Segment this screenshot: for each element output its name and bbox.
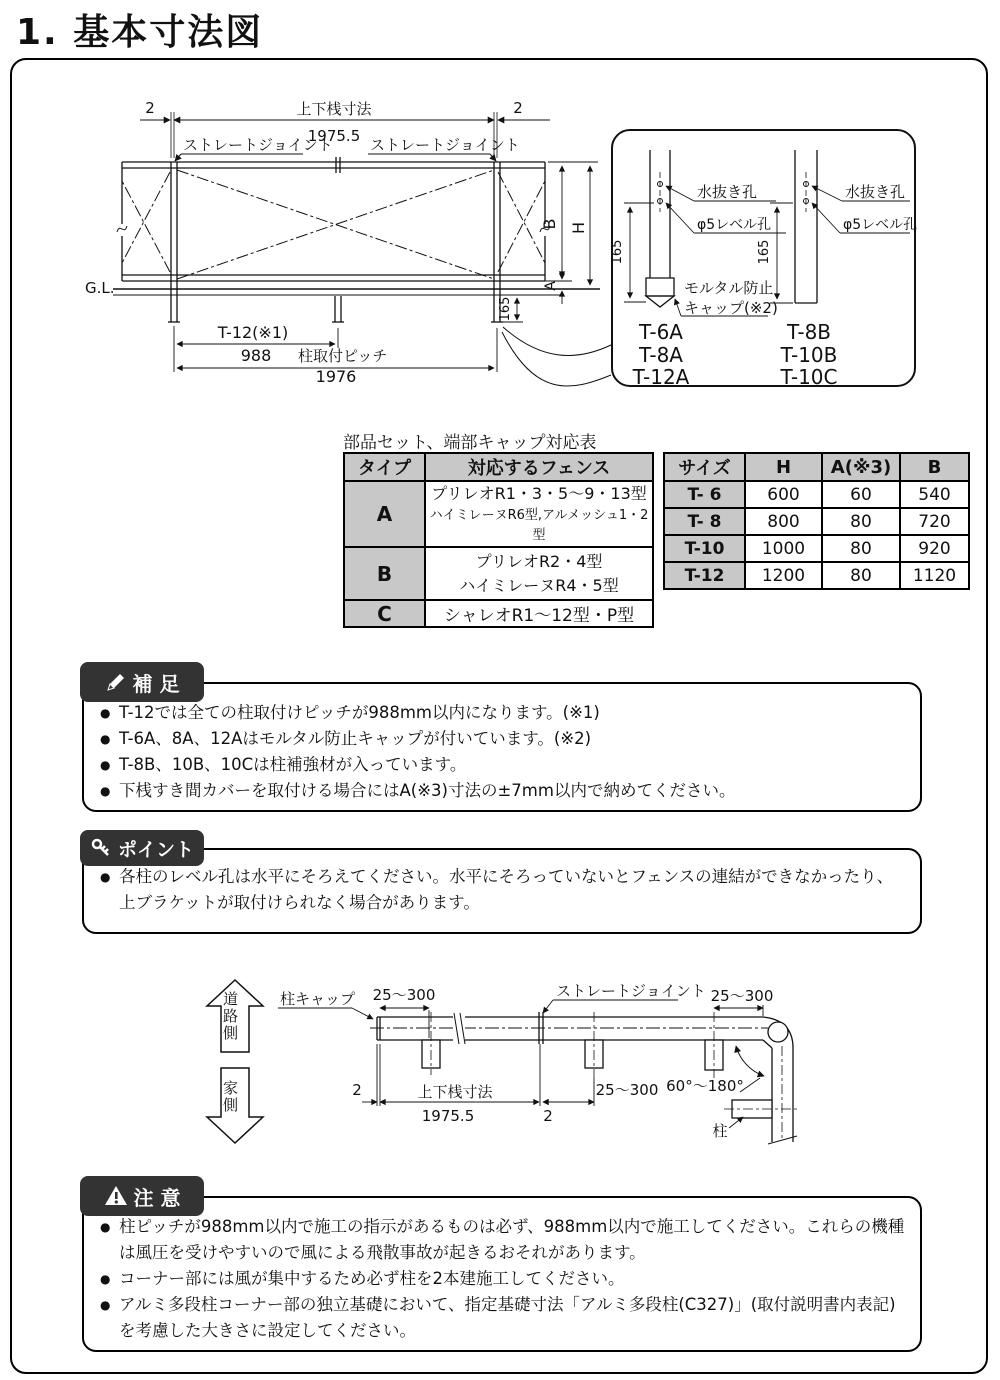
level-hole-label-a: φ5レベル孔 (697, 217, 772, 233)
list-item (100, 1292, 906, 1344)
list-item (100, 752, 906, 778)
supplement-item-3: T-8B、10B、10Cは柱補強材が入っています。 (119, 755, 467, 774)
pitch-label: 柱取付ピッチ (298, 347, 388, 365)
fence-panel (117, 162, 550, 281)
t8-a: 80 (822, 508, 900, 535)
caution-box (82, 1196, 922, 1352)
supplement-badge (80, 662, 204, 702)
height-dimensions (503, 162, 598, 322)
dim-h: H (569, 221, 588, 235)
supplement-item-1: T-12では全ての柱取付けピッチが988mm以内になります。(※1) (119, 703, 600, 722)
caution-item-2: コーナー部には風が集中するため必ず柱を2本建施工してください。 (119, 1269, 625, 1288)
elevation-drawing (15, 85, 975, 405)
plan-rail-label: 上下桟寸法 (417, 1083, 493, 1101)
range3-label: 25～300 (595, 1081, 659, 1099)
size-t12: T-12 (664, 562, 745, 589)
dim-embed: 165 (498, 296, 513, 322)
page-title: 1. 基本寸法図 (16, 12, 264, 53)
dim-988: 988 (240, 346, 272, 365)
t6-a: 60 (822, 481, 900, 508)
warning-icon (104, 1185, 128, 1207)
fence-b-line2: ハイミレーヌR4・5型 (459, 575, 619, 595)
table-row (344, 481, 653, 547)
t12-h: 1200 (745, 562, 822, 589)
t12-a: 80 (822, 562, 900, 589)
table-row (664, 535, 969, 562)
fence-a-line1: プリレオR1・3・5～9・13型 (431, 484, 647, 503)
model-t8a: T-8A (638, 343, 684, 367)
fence-b-line1: プリレオR2・4型 (475, 551, 603, 571)
bullet-icon: ● (100, 732, 111, 746)
post-cap-leader (278, 1008, 373, 1019)
drain-hole-label-a: 水抜き孔 (697, 183, 758, 201)
t10-a: 80 (822, 535, 900, 562)
col-h: H (745, 453, 822, 481)
table-row (664, 508, 969, 535)
plan-top-dims (380, 1005, 763, 1038)
list-item (100, 1266, 906, 1292)
model-t8b: T-8B (786, 320, 832, 344)
caution-badge (80, 1176, 204, 1216)
t6-h: 600 (745, 481, 822, 508)
plan-gap-left: 2 (352, 1081, 362, 1099)
bullet-icon: ● (100, 870, 111, 884)
post-cap-label: 柱キャップ (280, 990, 356, 1008)
type-b: B (344, 547, 425, 600)
post-label-leader (729, 1117, 743, 1128)
dim-rail-value: 1975.5 (307, 127, 361, 145)
point-item-1: 各柱のレベル孔は水平にそろえてください。水平にそろっていないとフェンスの連結ができなかったり、上ブラケットが取付けられなく場合があります。 (119, 867, 894, 912)
dim-1976: 1976 (315, 367, 357, 386)
table-row (664, 481, 969, 508)
bracket-centerlines (431, 1012, 714, 1078)
plan-joint-leader (543, 1000, 678, 1013)
parts-table (343, 452, 654, 628)
gl-label: G.L. (85, 279, 115, 297)
supplement-box (82, 682, 922, 812)
col-a: A(※3) (822, 453, 900, 481)
level-hole-label-b: φ5レベル孔 (843, 217, 918, 233)
col-size: サイズ (664, 453, 745, 481)
angle-label: 60°～180° (666, 1077, 744, 1095)
detail-leader-curves (502, 327, 611, 386)
bullet-icon: ● (100, 1220, 111, 1234)
mortar-cap-label-1: モルタル防止 (684, 279, 774, 297)
parts-table-title: 部品セット、端部キャップ対応表 (343, 433, 597, 453)
plan-brackets (422, 1040, 723, 1070)
t6-b: 540 (900, 481, 969, 508)
model-t10c: T-10C (780, 365, 838, 389)
size-t10: T-10 (664, 535, 745, 562)
point-box (82, 848, 922, 934)
dim-t12: T-12(※1) (217, 323, 289, 342)
bullet-icon: ● (100, 784, 111, 798)
fence-c-line1: シャレオR1～12型・P型 (425, 600, 653, 627)
col-b: B (900, 453, 969, 481)
dim-gap-left: 2 (145, 99, 155, 117)
depth-dim-a: 165 (610, 239, 625, 265)
road-side-label: 道路側 (221, 991, 239, 1042)
plan-gap-right: 2 (543, 1107, 553, 1125)
point-badge (80, 830, 204, 866)
list-item (100, 778, 906, 804)
size-t8: T- 8 (664, 508, 745, 535)
supplement-item-4: 下桟すき間カバーを取付ける場合にはA(※3)寸法の±7mm以内で納めてください。 (119, 781, 736, 800)
model-t10b: T-10B (780, 343, 838, 367)
bullet-icon: ● (100, 1298, 111, 1312)
pencil-icon (105, 671, 127, 693)
bullet-icon: ● (100, 758, 111, 772)
size-table (663, 452, 970, 590)
dim-rail-label: 上下桟寸法 (296, 100, 372, 118)
list-item (100, 700, 906, 726)
house-side-label: 家側 (221, 1080, 239, 1114)
plan-rail-value: 1975.5 (421, 1107, 475, 1125)
ground-line (113, 289, 600, 295)
supplement-item-2: T-6A、8A、12Aはモルタル防止キャップが付いています。(※2) (119, 729, 592, 748)
depth-dim-b: 165 (757, 239, 772, 265)
t10-b: 920 (900, 535, 969, 562)
plan-joint-label: ストレートジョイント (556, 982, 706, 1000)
joint-left-label: ストレートジョイント (183, 136, 333, 154)
type-a: A (344, 481, 425, 547)
bullet-icon: ● (100, 1272, 111, 1286)
caution-item-3: アルミ多段柱コーナー部の独立基礎において、指定基礎寸法「アルミ多段柱(C327)」(取付説明書内表記)を考慮した大きさに設定してください。 (119, 1295, 896, 1340)
dim-gap-right: 2 (513, 99, 523, 117)
t10-h: 1000 (745, 535, 822, 562)
bullet-icon: ● (100, 706, 111, 720)
list-item (100, 726, 906, 752)
plan-view-drawing (190, 958, 980, 1173)
dim-a: A (543, 281, 559, 291)
mortar-cap-label-2: キャップ(※2) (684, 299, 778, 317)
model-t6a: T-6A (638, 320, 684, 344)
col-fence: 対応するフェンス (425, 453, 653, 481)
post-label: 柱 (712, 1122, 728, 1140)
col-type: タイプ (344, 453, 425, 481)
table-row (664, 562, 969, 589)
type-c: C (344, 600, 425, 627)
rail-break (453, 1013, 465, 1044)
cross-bracing (122, 170, 545, 279)
range2-label: 25～300 (710, 987, 774, 1005)
dim-b: B (540, 218, 559, 230)
list-item (100, 1214, 906, 1266)
parts-table-header-row (344, 453, 653, 481)
table-row (344, 600, 653, 627)
size-t6: T- 6 (664, 481, 745, 508)
supplement-badge-label: 補 足 (132, 671, 180, 696)
range1-label: 25～300 (372, 986, 436, 1004)
fence-a-line2: ハイミレーヌR6型,アルメッシュ1・2型 (429, 508, 649, 543)
list-item (100, 864, 906, 916)
caution-item-1: 柱ピッチが988mm以内で施工の指示があるものは必ず、988mm以内で施工してください。これらの機種は風圧を受けやすいので風による飛散事故が起きるおそれがあります。 (119, 1217, 905, 1262)
posts (168, 157, 503, 322)
t8-h: 800 (745, 508, 822, 535)
point-badge-label: ポイント (117, 838, 194, 861)
key-icon (90, 837, 112, 859)
t12-b: 1120 (900, 562, 969, 589)
caution-badge-label: 注 意 (133, 1185, 181, 1210)
table-row (344, 547, 653, 600)
model-t12a: T-12A (632, 365, 690, 389)
joint-right-label: ストレートジョイント (370, 136, 520, 154)
size-table-header-row (664, 453, 969, 481)
t8-b: 720 (900, 508, 969, 535)
drain-hole-label-b: 水抜き孔 (845, 183, 906, 201)
